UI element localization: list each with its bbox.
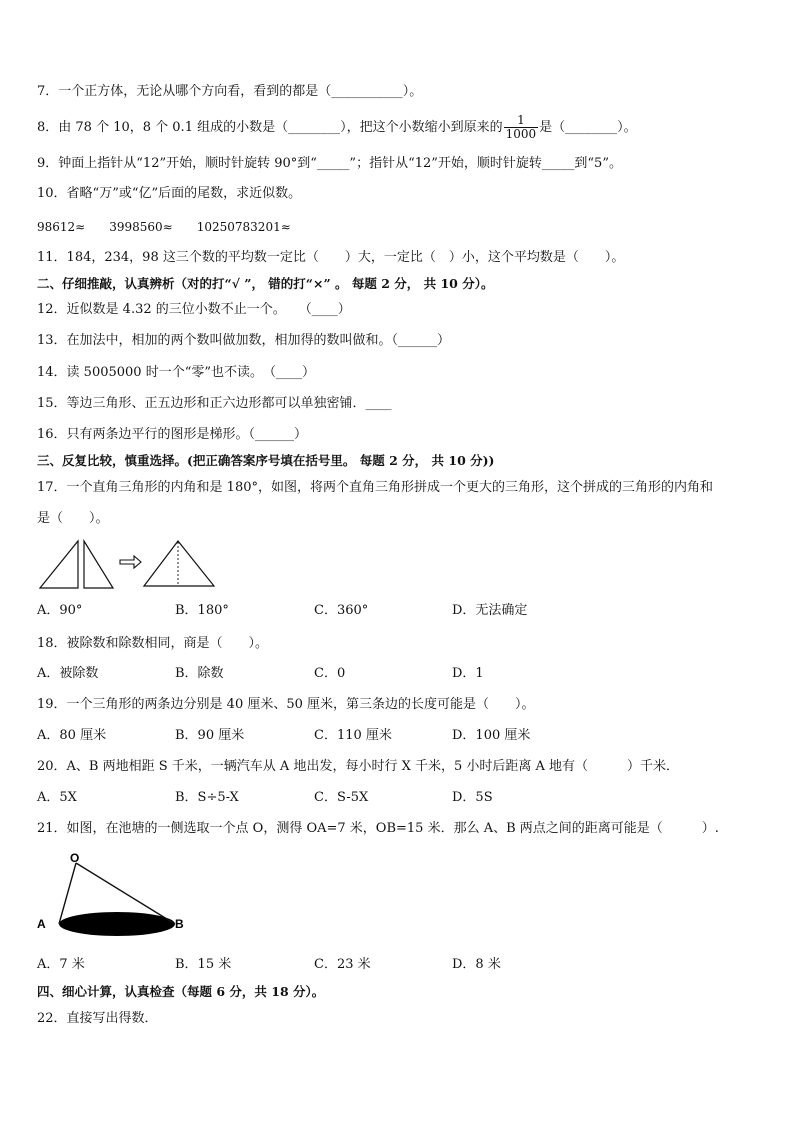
question-10-items: 98612≈ 3998560≈ 10250783201≈ <box>37 220 291 234</box>
question-8-text-after: 是（________）。 <box>539 120 637 135</box>
question-8-text-before: 8．由 78 个 10，8 个 0.1 组成的小数是（________），把这个小数缩小到原来的 <box>37 120 503 135</box>
point-a-label: A <box>37 917 46 931</box>
q19-option-c[interactable]: C．110 厘米 <box>314 728 392 743</box>
q17-option-c[interactable]: C．360° <box>314 603 369 618</box>
question-11: 11．184，234，98 这三个数的平均数一定比（ ）大，一定比（ ）小，这个平均数是（ ）。 <box>37 250 625 265</box>
question-7: 7．一个正方体，无论从哪个方向看，看到的都是（___________）。 <box>37 84 423 99</box>
q21-option-a[interactable]: A．7 米 <box>37 957 85 972</box>
fraction-denominator: 1000 <box>505 127 537 141</box>
triangles-combine-figure <box>38 538 218 590</box>
q18-option-a[interactable]: A．被除数 <box>37 666 99 681</box>
section-3-heading: 三、反复比较，慎重选择。(把正确答案序号填在括号里。 每题 2 分， 共 10 分)) <box>37 453 495 468</box>
q18-option-c[interactable]: C．0 <box>314 666 346 681</box>
arrow-right-icon <box>120 556 141 568</box>
question-22: 22．直接写出得数． <box>37 1011 158 1026</box>
q19-option-b[interactable]: B．90 厘米 <box>175 728 245 743</box>
q21-option-b[interactable]: B．15 米 <box>175 957 232 972</box>
question-18: 18．被除数和除数相同，商是（ ）。 <box>37 636 269 651</box>
section-2-heading: 二、仔细推敲，认真辨析（对的打“√ ”， 错的打“×” 。 每题 2 分， 共 10 分）。 <box>37 276 494 291</box>
question-17-line-1: 17．一个直角三角形的内角和是 180°，如图，将两个直角三角形拼成一个更大的三角形，这个拼成的三角形的内角和 <box>37 480 713 495</box>
question-17-line-2: 是（ ）。 <box>37 511 109 526</box>
right-triangle-left <box>40 541 78 588</box>
q20-option-a[interactable]: A．5X <box>37 790 77 805</box>
q17-option-b[interactable]: B．180° <box>175 603 229 618</box>
combined-triangle <box>144 541 214 586</box>
fraction-one-thousandth <box>504 114 539 141</box>
q19-option-d[interactable]: D．100 厘米 <box>452 728 531 743</box>
q19-option-a[interactable]: A．80 厘米 <box>37 728 107 743</box>
right-triangle-right <box>84 541 113 588</box>
question-16: 16．只有两条边平行的图形是梯形。（______） <box>37 427 308 442</box>
q18-option-d[interactable]: D．1 <box>452 666 484 681</box>
fraction-numerator: 1 <box>504 114 539 128</box>
q18-option-b[interactable]: B．除数 <box>175 666 224 681</box>
question-20: 20．A、B 两地相距 S 千米，一辆汽车从 A 地出发，每小时行 X 千米，5 小时后距离 A 地有（ ）千米． <box>37 759 680 774</box>
segment-oa <box>59 863 76 924</box>
q21-option-c[interactable]: C．23 米 <box>314 957 371 972</box>
point-b-label: B <box>175 917 184 931</box>
question-12: 12．近似数是 4.32 的三位小数不止一个。 （____） <box>37 302 351 317</box>
q17-option-d[interactable]: D．无法确定 <box>452 603 528 618</box>
q20-option-c[interactable]: C．S-5X <box>314 790 369 805</box>
point-o-label: O <box>70 851 80 865</box>
question-9: 9．钟面上指针从“12”开始，顺时针旋转 90°到“_____”；指针从“12”开始，顺时针旋转_____到“5”。 <box>37 156 622 171</box>
question-14: 14．读 5005000 时一个“零”也不读。 （____） <box>37 365 315 380</box>
question-10: 10．省略“万”或“亿”后面的尾数，求近似数。 <box>37 186 302 201</box>
question-21: 21．如图，在池塘的一侧选取一个点 O，测得 OA=7 米，OB=15 米．那么 A、B 两点之间的距离可能是（ ）. <box>37 821 719 836</box>
question-15: 15．等边三角形、正五边形和正六边形都可以单独密铺．____ <box>37 396 392 411</box>
q21-option-d[interactable]: D．8 米 <box>452 957 501 972</box>
pond-ellipse <box>59 912 175 936</box>
question-13: 13．在加法中，相加的两个数叫做加数，相加得的数叫做和。（______） <box>37 333 451 348</box>
q20-option-d[interactable]: D．5S <box>452 790 493 805</box>
question-19: 19．一个三角形的两条边分别是 40 厘米、50 厘米，第三条边的长度可能是（ ）。 <box>37 697 535 712</box>
q17-option-a[interactable]: A．90° <box>37 603 83 618</box>
pond-figure <box>34 850 194 942</box>
section-4-heading: 四、细心计算，认真检查（每题 6 分，共 18 分）。 <box>37 984 325 999</box>
q20-option-b[interactable]: B．S÷5-X <box>175 790 239 805</box>
question-8 <box>37 114 637 141</box>
